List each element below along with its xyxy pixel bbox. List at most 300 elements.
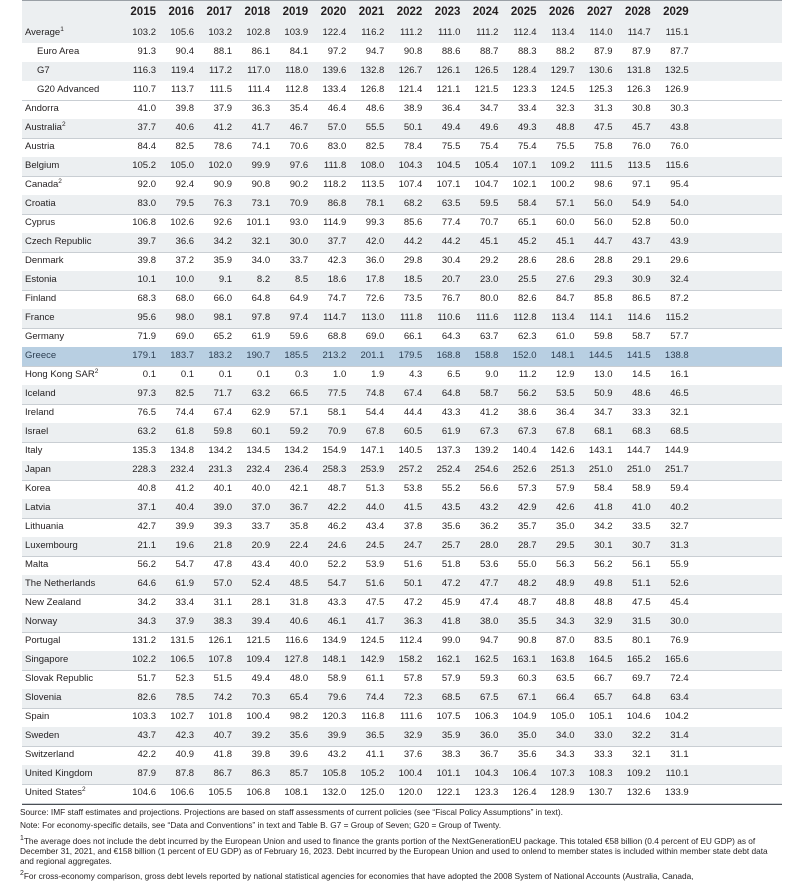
table-cell: 115.6 xyxy=(665,160,689,171)
table-cell: 104.2 xyxy=(664,711,689,722)
table-cell: 59.8 xyxy=(594,331,613,342)
table-cell: 47.5 xyxy=(632,597,651,608)
table-cell: 99.0 xyxy=(441,635,461,646)
table-cell: 53.9 xyxy=(365,559,385,570)
table-cell: 134.9 xyxy=(322,635,347,646)
table-cell: 37.2 xyxy=(175,255,195,266)
row-label: Japan xyxy=(25,464,51,475)
table-cell: 48.8 xyxy=(594,597,613,608)
table-cell: 68.0 xyxy=(175,293,195,304)
table-cell: 58.9 xyxy=(327,673,347,684)
table-cell: 44.2 xyxy=(403,236,423,247)
table-cell: 35.8 xyxy=(289,521,309,532)
table-cell: 120.3 xyxy=(322,711,347,722)
table-cell: 43.5 xyxy=(441,502,461,513)
table-cell: 57.8 xyxy=(403,673,423,684)
table-row xyxy=(22,632,782,652)
table-cell: 10.0 xyxy=(175,274,195,285)
table-cell: 113.0 xyxy=(361,312,385,323)
table-cell: 92.0 xyxy=(137,179,156,190)
table-cell: 91.3 xyxy=(137,46,156,57)
table-cell: 64.3 xyxy=(441,331,461,342)
table-cell: 45.4 xyxy=(670,597,689,608)
table-cell: 75.8 xyxy=(594,141,613,152)
table-cell: 108.3 xyxy=(588,768,613,779)
table-cell: 35.7 xyxy=(518,521,537,532)
table-cell: 27.6 xyxy=(556,274,575,285)
year-header: 2023 xyxy=(434,6,461,18)
table-cell: 42.7 xyxy=(137,521,156,532)
table-cell: 126.1 xyxy=(436,65,461,76)
table-row xyxy=(22,404,782,424)
year-header: 2025 xyxy=(510,6,537,18)
table-cell: 48.7 xyxy=(327,483,347,494)
table-cell: 109.2 xyxy=(550,160,575,171)
row-label: Finland xyxy=(25,293,57,304)
table-cell: 35.9 xyxy=(441,730,461,741)
table-cell: 95.4 xyxy=(670,179,689,190)
table-cell: 23.0 xyxy=(479,274,499,285)
table-cell: 70.7 xyxy=(479,217,499,228)
table-cell: 36.3 xyxy=(403,616,423,627)
table-cell: 66.7 xyxy=(594,673,613,684)
table-cell: 68.3 xyxy=(632,426,651,437)
table-cell: 112.4 xyxy=(399,635,423,646)
table-cell: 31.5 xyxy=(632,616,651,627)
table-cell: 65.4 xyxy=(289,692,309,703)
table-cell: 77.4 xyxy=(441,217,461,228)
table-cell: 236.4 xyxy=(284,464,309,475)
table-row xyxy=(22,119,782,139)
table-cell: 104.7 xyxy=(474,179,499,190)
table-cell: 162.1 xyxy=(436,654,461,665)
table-cell: 147.1 xyxy=(360,445,385,456)
table-cell: 61.0 xyxy=(556,331,575,342)
table-cell: 24.5 xyxy=(365,540,385,551)
table-cell: 49.3 xyxy=(518,122,537,133)
table-cell: 141.5 xyxy=(626,350,651,361)
table-cell: 144.7 xyxy=(626,445,651,456)
table-cell: 30.7 xyxy=(632,540,651,551)
table-cell: 75.5 xyxy=(556,141,575,152)
table-cell: 58.7 xyxy=(632,331,651,342)
table-cell: 45.2 xyxy=(518,236,537,247)
table-cell: 52.4 xyxy=(251,578,271,589)
table-cell: 22.4 xyxy=(289,540,309,551)
table-cell: 35.6 xyxy=(289,730,309,741)
table-cell: 53.8 xyxy=(403,483,423,494)
table-cell: 8.2 xyxy=(256,274,271,285)
table-cell: 108.1 xyxy=(284,787,309,798)
row-label: Slovenia xyxy=(25,692,62,703)
table-cell: 32.4 xyxy=(670,274,689,285)
table-cell: 0.1 xyxy=(256,369,271,380)
table-cell: 55.9 xyxy=(670,559,689,570)
table-cell: 33.7 xyxy=(251,521,271,532)
table-cell: 33.3 xyxy=(594,749,613,760)
table-cell: 86.3 xyxy=(251,768,271,779)
table-cell: 6.5 xyxy=(447,369,461,380)
table-cell: 64.8 xyxy=(251,293,271,304)
row-label: Average$^1$ xyxy=(25,26,64,38)
table-cell: 36.7 xyxy=(479,749,499,760)
table-row xyxy=(22,81,782,101)
table-cell: 106.6 xyxy=(170,787,195,798)
row-label: Portugal xyxy=(25,635,61,646)
table-cell: 103.2 xyxy=(208,27,233,38)
table-cell: 85.7 xyxy=(289,768,309,779)
table-cell: 252.6 xyxy=(512,464,537,475)
table-cell: 132.6 xyxy=(626,787,651,798)
table-cell: 131.8 xyxy=(626,65,651,76)
table-cell: 55.5 xyxy=(365,122,385,133)
table-cell: 68.5 xyxy=(670,426,689,437)
table-row xyxy=(22,233,782,253)
table-cell: 90.9 xyxy=(213,179,233,190)
table-cell: 97.1 xyxy=(632,179,651,190)
table-cell: 47.2 xyxy=(441,578,461,589)
table-cell: 63.2 xyxy=(137,426,156,437)
year-header: 2018 xyxy=(244,6,271,18)
table-cell: 133.4 xyxy=(322,84,347,95)
table-cell: 121.4 xyxy=(398,84,423,95)
table-cell: 85.8 xyxy=(594,293,613,304)
table-cell: 163.1 xyxy=(512,654,537,665)
table-cell: 39.3 xyxy=(213,521,233,532)
table-cell: 130.6 xyxy=(588,65,613,76)
table-cell: 82.5 xyxy=(175,388,195,399)
table-cell: 51.8 xyxy=(441,559,461,570)
year-header: 2017 xyxy=(206,6,233,18)
table-cell: 29.2 xyxy=(479,255,499,266)
year-header: 2016 xyxy=(168,6,195,18)
table-cell: 0.1 xyxy=(218,369,233,380)
table-cell: 68.5 xyxy=(441,692,461,703)
table-cell: 103.3 xyxy=(132,711,156,722)
table-cell: 78.1 xyxy=(365,198,385,209)
table-cell: 73.5 xyxy=(403,293,423,304)
table-cell: 67.3 xyxy=(518,426,537,437)
table-cell: 121.1 xyxy=(436,84,461,95)
table-cell: 116.2 xyxy=(361,27,385,38)
table-bottom-rule xyxy=(22,804,782,805)
table-cell: 116.3 xyxy=(132,65,156,76)
table-cell: 31.3 xyxy=(670,540,689,551)
table-cell: 129.7 xyxy=(550,65,575,76)
table-cell: 30.3 xyxy=(670,103,689,114)
table-cell: 179.5 xyxy=(398,350,423,361)
table-row xyxy=(22,138,782,158)
table-cell: 126.1 xyxy=(208,635,233,646)
table-cell: 50.9 xyxy=(594,388,613,399)
table-row xyxy=(22,689,782,709)
table-cell: 28.6 xyxy=(518,255,537,266)
table-cell: 78.4 xyxy=(403,141,423,152)
table-cell: 73.1 xyxy=(251,198,271,209)
table-cell: 111.6 xyxy=(476,312,499,323)
table-cell: 88.2 xyxy=(556,46,575,57)
table-cell: 105.6 xyxy=(170,27,195,38)
table-cell: 97.3 xyxy=(137,388,156,399)
table-cell: 39.2 xyxy=(251,730,271,741)
table-cell: 35.4 xyxy=(289,103,309,114)
table-cell: 114.9 xyxy=(323,217,347,228)
table-cell: 32.2 xyxy=(632,730,651,741)
table-cell: 64.9 xyxy=(289,293,309,304)
table-cell: 40.1 xyxy=(213,483,233,494)
table-cell: 104.3 xyxy=(474,768,499,779)
table-cell: 87.7 xyxy=(670,46,689,57)
table-cell: 67.4 xyxy=(403,388,423,399)
table-cell: 59.5 xyxy=(479,198,499,209)
table-cell: 179.1 xyxy=(132,350,156,361)
table-cell: 25.5 xyxy=(518,274,537,285)
table-cell: 42.1 xyxy=(289,483,309,494)
table-cell: 29.6 xyxy=(670,255,689,266)
table-cell: 56.0 xyxy=(594,198,613,209)
table-cell: 112.8 xyxy=(513,312,537,323)
row-label: Estonia xyxy=(25,274,57,285)
table-cell: 62.3 xyxy=(518,331,537,342)
table-cell: 62.9 xyxy=(251,407,271,418)
table-cell: 57.1 xyxy=(556,198,575,209)
row-label: Czech Republic xyxy=(25,236,92,247)
table-cell: 40.6 xyxy=(175,122,195,133)
table-cell: 42.2 xyxy=(327,502,347,513)
table-cell: 31.1 xyxy=(213,597,233,608)
table-cell: 121.5 xyxy=(246,635,271,646)
table-cell: 28.0 xyxy=(479,540,499,551)
table-row xyxy=(22,480,782,500)
table-cell: 254.6 xyxy=(474,464,499,475)
table-cell: 1.0 xyxy=(333,369,347,380)
table-cell: 100.2 xyxy=(550,179,575,190)
table-cell: 102.8 xyxy=(246,27,271,38)
table-cell: 107.1 xyxy=(436,179,461,190)
table-cell: 59.8 xyxy=(213,426,233,437)
table-cell: 114.6 xyxy=(627,312,651,323)
table-cell: 58.9 xyxy=(632,483,651,494)
table-cell: 40.4 xyxy=(175,502,195,513)
table-cell: 36.4 xyxy=(441,103,461,114)
table-cell: 74.2 xyxy=(213,692,233,703)
table-cell: 52.6 xyxy=(670,578,689,589)
table-cell: 32.9 xyxy=(594,616,613,627)
table-cell: 101.1 xyxy=(436,768,461,779)
table-cell: 107.3 xyxy=(550,768,575,779)
table-cell: 126.9 xyxy=(664,84,689,95)
table-cell: 53.6 xyxy=(479,559,499,570)
table-row xyxy=(22,271,782,291)
footnote-2: $^2$For cross-economy comparison, gross debt levels reported by national statistical agencies for economies that have adopted the 2008 System of National Accounts (Australia, Canada, xyxy=(20,870,694,882)
table-cell: 44.0 xyxy=(365,502,385,513)
table-cell: 30.8 xyxy=(632,103,651,114)
table-cell: 101.8 xyxy=(208,711,233,722)
row-label: Lithuania xyxy=(25,521,64,532)
table-cell: 9.1 xyxy=(218,274,233,285)
table-cell: 104.6 xyxy=(626,711,651,722)
table-cell: 82.6 xyxy=(518,293,537,304)
table-cell: 68.8 xyxy=(327,331,347,342)
table-cell: 60.3 xyxy=(518,673,537,684)
table-cell: 31.4 xyxy=(670,730,689,741)
table-cell: 84.4 xyxy=(137,141,156,152)
table-cell: 116.8 xyxy=(361,711,385,722)
table-cell: 84.1 xyxy=(289,46,309,57)
table-cell: 69.0 xyxy=(365,331,385,342)
table-cell: 30.1 xyxy=(594,540,613,551)
table-cell: 213.2 xyxy=(322,350,347,361)
table-cell: 61.9 xyxy=(251,331,271,342)
table-cell: 50.1 xyxy=(403,122,423,133)
table-cell: 111.5 xyxy=(590,160,613,171)
table-cell: 24.6 xyxy=(327,540,347,551)
table-cell: 66.1 xyxy=(403,331,423,342)
table-cell: 92.4 xyxy=(175,179,195,190)
year-header: 2015 xyxy=(130,6,156,18)
table-row xyxy=(22,518,782,538)
table-cell: 82.5 xyxy=(365,141,385,152)
table-cell: 88.1 xyxy=(213,46,233,57)
table-cell: 105.2 xyxy=(132,160,156,171)
table-cell: 71.9 xyxy=(137,331,156,342)
table-cell: 34.3 xyxy=(556,616,575,627)
table-cell: 78.5 xyxy=(175,692,195,703)
table-cell: 106.3 xyxy=(474,711,499,722)
table-cell: 144.9 xyxy=(664,445,689,456)
table-cell: 60.5 xyxy=(403,426,423,437)
table-cell: 33.3 xyxy=(632,407,651,418)
table-cell: 68.1 xyxy=(594,426,613,437)
table-cell: 107.5 xyxy=(436,711,461,722)
table-row xyxy=(22,727,782,747)
table-cell: 116.6 xyxy=(285,635,309,646)
table-cell: 44.4 xyxy=(403,407,423,418)
table-cell: 39.0 xyxy=(213,502,233,513)
row-label: Canada$^2$ xyxy=(25,178,62,190)
table-cell: 35.0 xyxy=(556,521,575,532)
table-cell: 39.6 xyxy=(289,749,309,760)
table-cell: 125.0 xyxy=(360,787,385,798)
table-row xyxy=(22,537,782,557)
table-cell: 124.5 xyxy=(360,635,385,646)
table-cell: 78.6 xyxy=(213,141,233,152)
table-cell: 41.8 xyxy=(213,749,233,760)
table-cell: 47.4 xyxy=(479,597,499,608)
table-cell: 95.6 xyxy=(137,312,156,323)
table-row xyxy=(22,556,782,576)
table-cell: 46.1 xyxy=(327,616,347,627)
row-label: Austria xyxy=(25,141,55,152)
table-cell: 142.6 xyxy=(550,445,575,456)
table-cell: 165.2 xyxy=(626,654,651,665)
table-cell: 42.0 xyxy=(365,236,385,247)
table-cell: 87.9 xyxy=(137,768,156,779)
table-cell: 21.8 xyxy=(213,540,233,551)
table-cell: 98.2 xyxy=(289,711,309,722)
table-cell: 37.1 xyxy=(137,502,156,513)
table-row xyxy=(22,499,782,519)
table-cell: 43.4 xyxy=(365,521,385,532)
table-cell: 52.3 xyxy=(175,673,195,684)
table-cell: 140.4 xyxy=(512,445,537,456)
table-cell: 251.7 xyxy=(664,464,689,475)
table-cell: 168.8 xyxy=(436,350,461,361)
table-cell: 28.7 xyxy=(518,540,537,551)
table-cell: 130.7 xyxy=(588,787,613,798)
table-cell: 42.9 xyxy=(518,502,537,513)
year-header: 2028 xyxy=(625,6,651,18)
source-note: Source: IMF staff estimates and projections. Projections are based on staff assessments of current policies (see “Fiscal Policy Assumptions” in text). xyxy=(20,807,563,817)
table-cell: 40.7 xyxy=(213,730,233,741)
table-cell: 38.9 xyxy=(403,103,423,114)
table-cell: 117.0 xyxy=(247,65,271,76)
table-cell: 59.2 xyxy=(289,426,309,437)
table-cell: 63.4 xyxy=(670,692,689,703)
table-cell: 59.6 xyxy=(289,331,309,342)
table-cell: 57.3 xyxy=(518,483,537,494)
table-cell: 93.0 xyxy=(289,217,309,228)
table-cell: 18.5 xyxy=(403,274,423,285)
table-cell: 61.1 xyxy=(365,673,385,684)
table-cell: 42.6 xyxy=(556,502,575,513)
table-cell: 64.8 xyxy=(632,692,651,703)
table-cell: 40.8 xyxy=(137,483,156,494)
table-cell: 28.8 xyxy=(594,255,613,266)
table-cell: 132.0 xyxy=(322,787,347,798)
table-cell: 74.7 xyxy=(327,293,347,304)
row-label: Belgium xyxy=(25,160,60,171)
table-cell: 37.7 xyxy=(327,236,347,247)
table-cell: 8.5 xyxy=(294,274,309,285)
table-cell: 137.3 xyxy=(436,445,461,456)
table-cell: 36.5 xyxy=(365,730,385,741)
table-cell: 97.8 xyxy=(251,312,271,323)
table-cell: 57.9 xyxy=(556,483,575,494)
table-cell: 79.6 xyxy=(327,692,347,703)
table-cell: 162.5 xyxy=(474,654,499,665)
table-cell: 4.3 xyxy=(409,369,423,380)
row-label: Israel xyxy=(25,426,49,437)
table-cell: 76.0 xyxy=(670,141,689,152)
row-label: Ireland xyxy=(25,407,55,418)
table-cell: 56.2 xyxy=(594,559,613,570)
table-cell: 51.3 xyxy=(365,483,385,494)
table-cell: 105.8 xyxy=(322,768,347,779)
table-cell: 30.0 xyxy=(670,616,689,627)
table-cell: 123.3 xyxy=(474,787,499,798)
table-row xyxy=(22,176,782,196)
table-row xyxy=(22,214,782,234)
table-cell: 48.6 xyxy=(365,103,385,114)
table-cell: 72.6 xyxy=(365,293,385,304)
year-header: 2020 xyxy=(320,6,347,18)
table-cell: 115.1 xyxy=(665,27,689,38)
table-cell: 70.6 xyxy=(289,141,309,152)
table-cell: 87.9 xyxy=(632,46,651,57)
table-cell: 82.5 xyxy=(175,141,195,152)
table-cell: 34.0 xyxy=(556,730,575,741)
table-cell: 43.4 xyxy=(251,559,271,570)
table-cell: 45.1 xyxy=(556,236,575,247)
table-row xyxy=(22,290,782,310)
table-cell: 29.8 xyxy=(403,255,423,266)
table-cell: 105.0 xyxy=(550,711,575,722)
table-cell: 121.5 xyxy=(474,84,499,95)
table-cell: 47.2 xyxy=(403,597,423,608)
table-cell: 34.3 xyxy=(137,616,156,627)
table-cell: 59.3 xyxy=(479,673,499,684)
